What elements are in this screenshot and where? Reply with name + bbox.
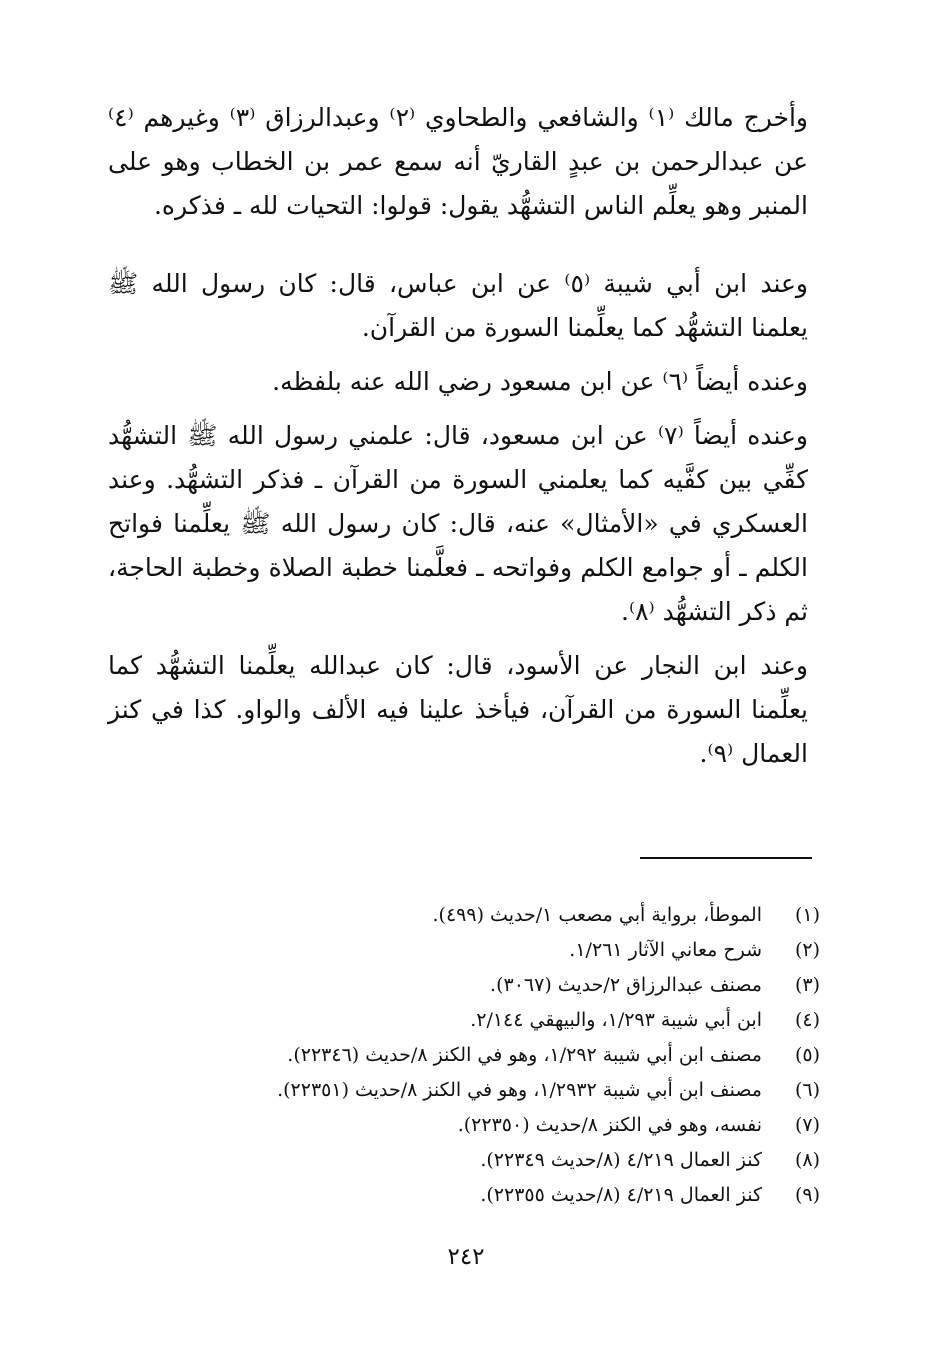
footnote-2 [108, 933, 820, 968]
footnote-7 [108, 1108, 820, 1143]
footnote-5 [108, 1038, 820, 1073]
footnote-number: (٧) [794, 1114, 820, 1136]
footnote-number: (٦) [794, 1079, 820, 1101]
footnote-4 [108, 1003, 820, 1038]
footnote-text: مصنف ابن أبي شيبة ١/٢٩٢، وهو في الكنز ٨/حديث (٢٢٣٤٦). [287, 1044, 762, 1066]
footnotes [108, 898, 820, 1213]
footnote-number: (٨) [794, 1149, 820, 1171]
paragraph-4: وعنده أيضاً ⁽٧⁾ عن ابن مسعود، قال: علمني رسول الله ﷺ التشهُّد كفِّي بين كفَّيه كما يعلمني السورة من القرآن ـ فذكر التشهُّد. وعند العسكري في «الأمثال» عنه، قال: كان رسول الله ﷺ يعلِّمنا فواتح الكلم ـ أو جوامع الكلم وفواتحه ـ فعلَّمنا خطبة الصلاة وخطبة الحاجة، ثم ذكر التشهُّد ⁽٨⁾. [108, 421, 808, 626]
footnote-text: نفسه، وهو في الكنز ٨/حديث (٢٢٣٥٠). [457, 1114, 762, 1136]
main-text [108, 96, 808, 776]
footnote-text: ابن أبي شيبة ١/٢٩٣، والبيهقي ٢/١٤٤. [470, 1009, 762, 1031]
footnote-3 [108, 968, 820, 1003]
footnote-6 [108, 1073, 820, 1108]
paragraph-5: وعند ابن النجار عن الأسود، قال: كان عبدالله يعلِّمنا التشهُّد كما يعلِّمنا السورة من القرآن، فيأخذ علينا فيه الألف والواو. كذا في كنز العمال ⁽٩⁾. [108, 651, 808, 768]
footnote-number: (١) [794, 904, 820, 926]
footnote-text: كنز العمال ٤/٢١٩ (٨/حديث ٢٢٣٤٩). [480, 1149, 762, 1171]
footnote-8 [108, 1143, 820, 1178]
footnote-number: (٣) [794, 974, 820, 996]
footnote-text: شرح معاني الآثار ١/٢٦١. [569, 939, 762, 961]
paragraph-1: وأخرج مالك ⁽١⁾ والشافعي والطحاوي ⁽٢⁾ وعبدالرزاق ⁽٣⁾ وغيرهم ⁽٤⁾ عن عبدالرحمن بن عبدٍ القاريّ أنه سمع عمر بن الخطاب وهو على المنبر وهو يعلِّم الناس التشهُّد يقول: قولوا: التحيات لله ـ فذكره. [108, 103, 808, 220]
page-number: ٢٤٢ [447, 1244, 485, 1270]
paragraph-2: وعند ابن أبي شيبة ⁽٥⁾ عن ابن عباس، قال: كان رسول الله ﷺ يعلمنا التشهُّد كما يعلِّمنا السورة من القرآن. [108, 269, 808, 342]
footnote-text: كنز العمال ٤/٢١٩ (٨/حديث ٢٢٣٥٥). [480, 1184, 762, 1206]
footnote-number: (٩) [794, 1184, 820, 1206]
footnote-9 [108, 1178, 820, 1213]
footnote-number: (٢) [794, 939, 820, 961]
footnote-separator [640, 857, 812, 859]
paragraph-3: وعنده أيضاً ⁽٦⁾ عن ابن مسعود رضي الله عنه بلفظه. [272, 367, 808, 396]
footnote-text: مصنف عبدالرزاق ٢/حديث (٣٠٦٧). [490, 974, 762, 996]
footnote-number: (٥) [794, 1044, 820, 1066]
footnote-text: الموطأ، برواية أبي مصعب ١/حديث (٤٩٩). [432, 904, 762, 926]
footnote-1 [108, 898, 820, 933]
footnote-number: (٤) [794, 1009, 820, 1031]
footnote-text: مصنف ابن أبي شيبة ١/٢٩٣٢، وهو في الكنز ٨/حديث (٢٢٣٥١). [277, 1079, 762, 1101]
